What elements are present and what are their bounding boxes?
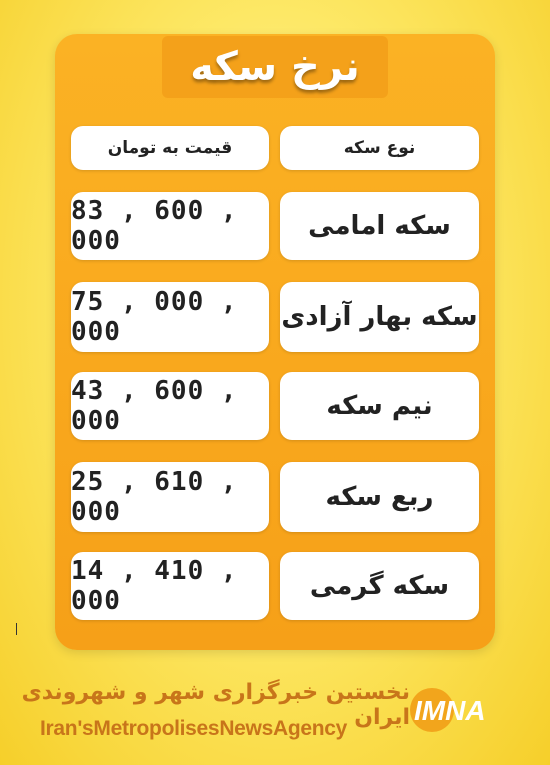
price-value: 14 , 410 , 000 <box>71 556 238 616</box>
coin-name-cell <box>280 372 479 440</box>
header-type <box>280 126 479 170</box>
page-title: نرخ سکه <box>190 44 360 90</box>
coin-name: سکه امامی <box>308 211 451 241</box>
coin-name-cell <box>280 282 479 352</box>
header-price <box>71 126 269 170</box>
coin-name: ربع سکه <box>325 482 434 512</box>
price-cell <box>71 372 269 440</box>
coin-name: سکه بهار آزادی <box>281 302 478 332</box>
coin-name-cell <box>280 462 479 532</box>
coin-name-cell <box>280 552 479 620</box>
price-value: 25 , 610 , 000 <box>71 467 238 527</box>
price-cell <box>71 282 269 352</box>
coin-name-cell <box>280 192 479 260</box>
price-cell <box>71 552 269 620</box>
agency-tagline-persian: نخستین خبرگزاری شهر و شهروندی ایران <box>21 680 410 730</box>
imna-logo-icon <box>408 685 512 735</box>
price-value: 75 , 000 , 000 <box>71 287 238 347</box>
title-banner <box>162 36 388 98</box>
header-price-label: قیمت به تومان <box>107 138 233 158</box>
price-cell <box>71 462 269 532</box>
coin-name: سکه گرمی <box>309 571 450 601</box>
price-value: 83 , 600 , 000 <box>71 196 238 256</box>
price-value: 43 , 600 , 000 <box>71 376 238 436</box>
svg-text:IMNA: IMNA <box>414 695 486 726</box>
text-cursor <box>16 623 17 635</box>
price-cell <box>71 192 269 260</box>
header-type-label: نوع سکه <box>343 138 416 158</box>
coin-name: نیم سکه <box>326 391 433 421</box>
agency-tagline-english: Iran'sMetropolisesNewsAgency <box>40 717 348 740</box>
